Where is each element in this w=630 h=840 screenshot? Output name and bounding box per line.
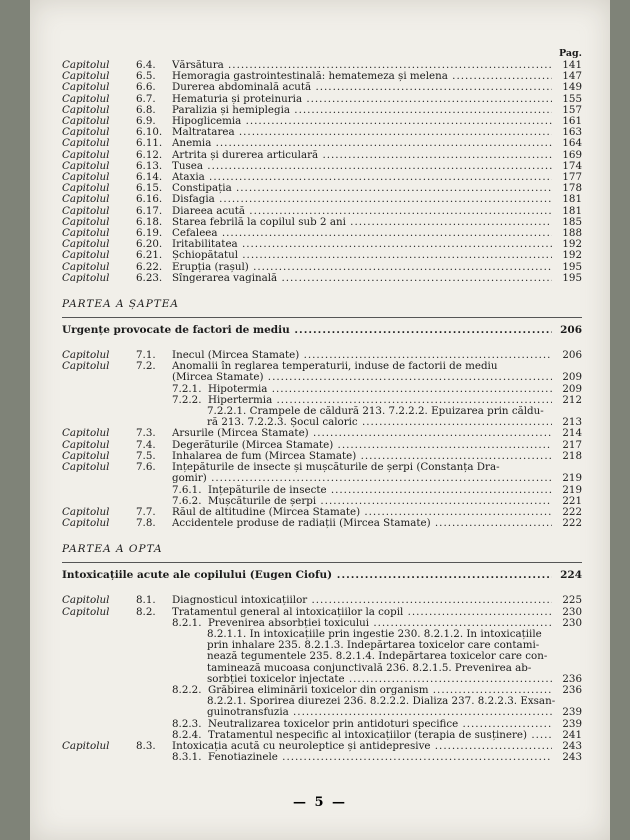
toc-entry xyxy=(62,361,582,372)
chapter-number: 6.9. xyxy=(136,115,156,128)
chapter-number: 8.3.1. xyxy=(172,751,202,764)
page-number: 239 xyxy=(562,717,582,730)
page-number: 209 xyxy=(562,382,582,395)
entry-title: prin inhalare 235. 8.2.1.3. Îndepărtarea toxicelor care contami- xyxy=(207,640,540,652)
page-number: 213 xyxy=(562,416,582,429)
chapter-label: Capitolul xyxy=(62,271,110,284)
chapter-number: 6.12. xyxy=(136,148,163,161)
toc-entry xyxy=(62,741,582,752)
toc-entry xyxy=(62,752,582,763)
entry-title: Fenotiazinele ..... xyxy=(208,752,552,763)
chapter-number: 7.5. xyxy=(136,449,156,462)
entry-title: Înecul (Mircea Stamate) ..... xyxy=(172,350,552,361)
chapter-number: 7.6. xyxy=(136,461,156,474)
page-number: 209 xyxy=(562,371,582,384)
chapter-list-part7 xyxy=(62,350,582,529)
page-number: 221 xyxy=(562,494,582,507)
chapter-list-part6 xyxy=(62,60,582,284)
chapter-number: 7.1. xyxy=(136,349,156,362)
page-number: 185 xyxy=(562,215,582,228)
toc-entry xyxy=(62,462,582,473)
page-number: 163 xyxy=(562,126,582,139)
entry-title: Maltratarea ..... xyxy=(172,127,552,138)
page-number: 181 xyxy=(562,193,582,206)
toc-entry xyxy=(62,485,582,496)
toc-entry xyxy=(62,674,582,685)
chapter-label: Capitolul xyxy=(62,517,110,530)
toc-entry xyxy=(62,250,582,261)
chapter-label: Capitolul xyxy=(62,505,110,518)
entry-title: Cefaleea ..... xyxy=(172,228,552,239)
chapter-number: 6.8. xyxy=(136,103,156,116)
chapter-label: Capitolul xyxy=(62,103,110,116)
toc-entry xyxy=(62,372,582,383)
entry-title: Șchiopătatul ..... xyxy=(172,250,552,261)
page-number: 219 xyxy=(562,472,582,485)
entry-title: Hipoglicemia ..... xyxy=(172,116,552,127)
page-number: 141 xyxy=(562,59,582,71)
page-number: 219 xyxy=(562,483,582,496)
toc-entry xyxy=(62,685,582,696)
chapter-label: Capitolul xyxy=(62,148,110,161)
table-of-contents xyxy=(62,48,582,763)
part-title-8: PARTEA A OPTA xyxy=(62,543,163,556)
part-title-7: PARTEA A ȘAPTEA xyxy=(62,298,180,311)
entry-title: Anomalii în reglarea temperaturii, induse de factorii de mediu xyxy=(172,361,498,373)
entry-title: Hipotermia ..... xyxy=(208,384,552,395)
toc-entry xyxy=(62,406,582,417)
toc-entry xyxy=(62,82,582,93)
entry-title: Răul de altitudine (Mircea Stamate) ..... xyxy=(172,507,552,518)
toc-entry xyxy=(62,607,582,618)
chapter-number: 6.17. xyxy=(136,204,163,217)
entry-title: Starea febrilă la copilul sub 2 ani ..... xyxy=(172,217,552,228)
page-number: 212 xyxy=(562,393,582,406)
page-number: 169 xyxy=(562,148,582,161)
entry-title: Neutralizarea toxicelor prin antidoturi specifice ..... xyxy=(208,719,552,730)
pag-column-header: Pag. xyxy=(559,48,582,59)
chapter-number: 8.2.3. xyxy=(172,717,202,730)
chapter-number: 6.6. xyxy=(136,81,156,94)
toc-entry xyxy=(62,719,582,730)
chapter-label: Capitolul xyxy=(62,126,110,139)
page-number: 218 xyxy=(562,449,582,462)
page-number: 241 xyxy=(562,728,582,741)
entry-title: taminează mucoasa conjunctivală 236. 8.2.1.5. Prevenirea ab- xyxy=(207,662,532,674)
entry-title: Ataxia ..... xyxy=(172,172,552,183)
entry-title: Hematuria și proteinuria ..... xyxy=(172,94,552,105)
chapter-number: 6.18. xyxy=(136,215,163,228)
page-number: 243 xyxy=(562,751,582,764)
chapter-number: 7.2. xyxy=(136,360,156,373)
entry-title: Grăbirea eliminării toxicelor din organism ..... xyxy=(208,685,552,696)
entry-title: Diareea acută ..... xyxy=(172,206,552,217)
part-divider xyxy=(62,317,582,318)
chapter-number: 6.4. xyxy=(136,59,156,71)
page-number: 236 xyxy=(562,672,582,685)
entry-title: gomir) ..... xyxy=(172,473,552,484)
chapter-number: 8.3. xyxy=(136,739,156,752)
section-heading-7 xyxy=(62,324,582,336)
toc-entry xyxy=(62,595,582,606)
toc-entry xyxy=(62,428,582,439)
toc-entry xyxy=(62,618,582,629)
chapter-number: 6.5. xyxy=(136,70,156,83)
entry-title: sorbției toxicelor injectate ..... xyxy=(207,674,552,685)
entry-title: guinotransfuzia ..... xyxy=(207,707,552,718)
toc-entry xyxy=(62,651,582,662)
chapter-number: 6.11. xyxy=(136,137,163,150)
chapter-label: Capitolul xyxy=(62,249,110,262)
book-page xyxy=(30,0,610,840)
page-footer-number: — 5 — xyxy=(292,795,348,810)
chapter-label: Capitolul xyxy=(62,92,110,105)
page-number: 192 xyxy=(562,238,582,251)
chapter-number: 8.2. xyxy=(136,605,156,618)
part-divider xyxy=(62,562,582,563)
entry-title: Accidentele produse de radiații (Mircea Stamate) ..... xyxy=(172,518,552,529)
entry-title: Artrita și durerea articulară ..... xyxy=(172,150,552,161)
page-number: 230 xyxy=(562,616,582,629)
entry-title: Vărsătura ..... xyxy=(172,60,552,71)
page-number: 230 xyxy=(562,605,582,618)
chapter-label: Capitolul xyxy=(62,739,110,752)
entry-title: Intoxicația acută cu neuroleptice și antidepresive ..... xyxy=(172,741,552,752)
page-number: 147 xyxy=(562,70,582,83)
entry-title: Diagnosticul intoxicațiilor ..... xyxy=(172,595,552,606)
chapter-number: 7.4. xyxy=(136,438,156,451)
toc-entry xyxy=(62,640,582,651)
chapter-number: 6.15. xyxy=(136,182,163,195)
chapter-label: Capitolul xyxy=(62,70,110,83)
entry-title: Durerea abdominală acută ..... xyxy=(172,82,552,93)
chapter-number: 7.6.2. xyxy=(172,494,202,507)
chapter-label: Capitolul xyxy=(62,81,110,94)
toc-entry xyxy=(62,384,582,395)
toc-entry xyxy=(62,395,582,406)
section-title: Intoxicațiile acute ale copilului (Eugen Ciofu) ..... xyxy=(62,569,552,581)
entry-title: Sîngerarea vaginală ..... xyxy=(172,273,552,284)
entry-title: (Mircea Stamate) ..... xyxy=(172,372,552,383)
page-number: 157 xyxy=(562,103,582,116)
chapter-label: Capitolul xyxy=(62,59,110,71)
page-number: 222 xyxy=(562,505,582,518)
chapter-label: Capitolul xyxy=(62,449,110,462)
entry-title: Iritabilitatea ..... xyxy=(172,239,552,250)
chapter-label: Capitolul xyxy=(62,215,110,228)
toc-entry xyxy=(62,707,582,718)
chapter-label: Capitolul xyxy=(62,182,110,195)
page-number: 177 xyxy=(562,171,582,184)
chapter-number: 6.22. xyxy=(136,260,163,273)
chapter-label: Capitolul xyxy=(62,427,110,440)
entry-title: nează tegumentele 235. 8.2.1.4. Îndepărtarea toxicelor care con- xyxy=(207,651,548,663)
chapter-label: Capitolul xyxy=(62,594,110,607)
entry-title: Tusea ..... xyxy=(172,161,552,172)
entry-title: Erupția (rașul) ..... xyxy=(172,262,552,273)
chapter-number: 6.13. xyxy=(136,159,163,172)
chapter-label: Capitolul xyxy=(62,461,110,474)
entry-title: 7.2.2.1. Crampele de căldură 213. 7.2.2.2. Epuizarea prin căldu- xyxy=(207,406,544,418)
toc-entry xyxy=(62,696,582,707)
chapter-number: 7.2.1. xyxy=(172,382,202,395)
page-number: 164 xyxy=(562,137,582,150)
chapter-label: Capitolul xyxy=(62,171,110,184)
page-number: 225 xyxy=(562,594,582,607)
page-number: 206 xyxy=(560,324,582,337)
entry-title: Prevenirea absorbției toxicului ..... xyxy=(208,618,552,629)
chapter-number: 6.21. xyxy=(136,249,163,262)
chapter-number: 8.1. xyxy=(136,594,156,607)
page-number: 217 xyxy=(562,438,582,451)
entry-title: Înțepăturile de insecte ..... xyxy=(208,485,552,496)
chapter-label: Capitolul xyxy=(62,360,110,373)
page-number: 214 xyxy=(562,427,582,440)
entry-title: 8.2.1.1. În intoxicațiile prin ingestie 230. 8.2.1.2. În intoxicațiile xyxy=(207,628,542,640)
page-number: 224 xyxy=(560,569,582,582)
page-number: 155 xyxy=(562,92,582,105)
entry-title: Anemia ..... xyxy=(172,138,552,149)
page-number: 188 xyxy=(562,227,582,240)
entry-title: ră 213. 7.2.2.3. Șocul caloric ..... xyxy=(207,417,552,428)
entry-title: Disfagia ..... xyxy=(172,194,552,205)
toc-entry xyxy=(62,138,582,149)
chapter-label: Capitolul xyxy=(62,605,110,618)
chapter-label: Capitolul xyxy=(62,159,110,172)
toc-entry xyxy=(62,194,582,205)
chapter-label: Capitolul xyxy=(62,227,110,240)
page-number: 181 xyxy=(562,204,582,217)
section-title: Urgențe provocate de factori de mediu ..... xyxy=(62,324,552,336)
entry-title: Mușcăturile de șerpi ..... xyxy=(208,496,552,507)
entry-title: Înțepăturile de insecte și mușcăturile de șerpi (Constanța Dra- xyxy=(172,462,500,474)
entry-title: Arsurile (Mircea Stamate) ..... xyxy=(172,428,552,439)
page-number: 243 xyxy=(562,739,582,752)
entry-title: Tratamentul general al intoxicațiilor la copil ..... xyxy=(172,607,552,618)
chapter-label: Capitolul xyxy=(62,204,110,217)
chapter-number: 6.16. xyxy=(136,193,163,206)
entry-title: Constipația ..... xyxy=(172,183,552,194)
chapter-number: 7.2.2. xyxy=(172,393,202,406)
chapter-number: 8.2.2. xyxy=(172,683,202,696)
toc-entry xyxy=(62,663,582,674)
chapter-number: 8.2.4. xyxy=(172,728,202,741)
chapter-number: 6.10. xyxy=(136,126,163,139)
page-number: 192 xyxy=(562,249,582,262)
chapter-number: 6.7. xyxy=(136,92,156,105)
entry-title: Paralizia și hemiplegia ..... xyxy=(172,105,552,116)
page-number: 239 xyxy=(562,706,582,719)
chapter-label: Capitolul xyxy=(62,193,110,206)
chapter-number: 7.8. xyxy=(136,517,156,530)
entry-title: Inhalarea de fum (Mircea Stamate) ..... xyxy=(172,451,552,462)
toc-entry xyxy=(62,518,582,529)
chapter-number: 8.2.1. xyxy=(172,616,202,629)
chapter-number: 7.3. xyxy=(136,427,156,440)
chapter-list-part8 xyxy=(62,595,582,763)
chapter-label: Capitolul xyxy=(62,238,110,251)
chapter-number: 6.20. xyxy=(136,238,163,251)
chapter-label: Capitolul xyxy=(62,115,110,128)
entry-title: Hemoragia gastrointestinală: hematemeza și melena ..... xyxy=(172,71,552,82)
entry-title: Tratamentul nespecific al intoxicațiilor (terapia de susținere) ..... xyxy=(208,730,552,741)
page-number: 161 xyxy=(562,115,582,128)
page-number: 206 xyxy=(562,349,582,362)
page-number: 195 xyxy=(562,260,582,273)
page-number: 195 xyxy=(562,271,582,284)
page-number: 236 xyxy=(562,683,582,696)
entry-title: Degerăturile (Mircea Stamate) ..... xyxy=(172,440,552,451)
chapter-label: Capitolul xyxy=(62,438,110,451)
toc-entry xyxy=(62,629,582,640)
page-number: 178 xyxy=(562,182,582,195)
chapter-number: 6.23. xyxy=(136,271,163,284)
chapter-number: 6.19. xyxy=(136,227,163,240)
chapter-number: 7.7. xyxy=(136,505,156,518)
entry-title: Hipertermia ..... xyxy=(208,395,552,406)
chapter-number: 7.6.1. xyxy=(172,483,202,496)
page-number: 174 xyxy=(562,159,582,172)
section-heading-8 xyxy=(62,569,582,581)
page-number: 222 xyxy=(562,517,582,530)
chapter-label: Capitolul xyxy=(62,137,110,150)
chapter-label: Capitolul xyxy=(62,349,110,362)
toc-entry xyxy=(62,273,582,284)
chapter-label: Capitolul xyxy=(62,260,110,273)
page-number: 149 xyxy=(562,81,582,94)
entry-title: 8.2.2.1. Sporirea diurezei 236. 8.2.2.2. Dializa 237. 8.2.2.3. Exsan- xyxy=(207,696,556,708)
chapter-number: 6.14. xyxy=(136,171,163,184)
toc-entry xyxy=(62,473,582,484)
